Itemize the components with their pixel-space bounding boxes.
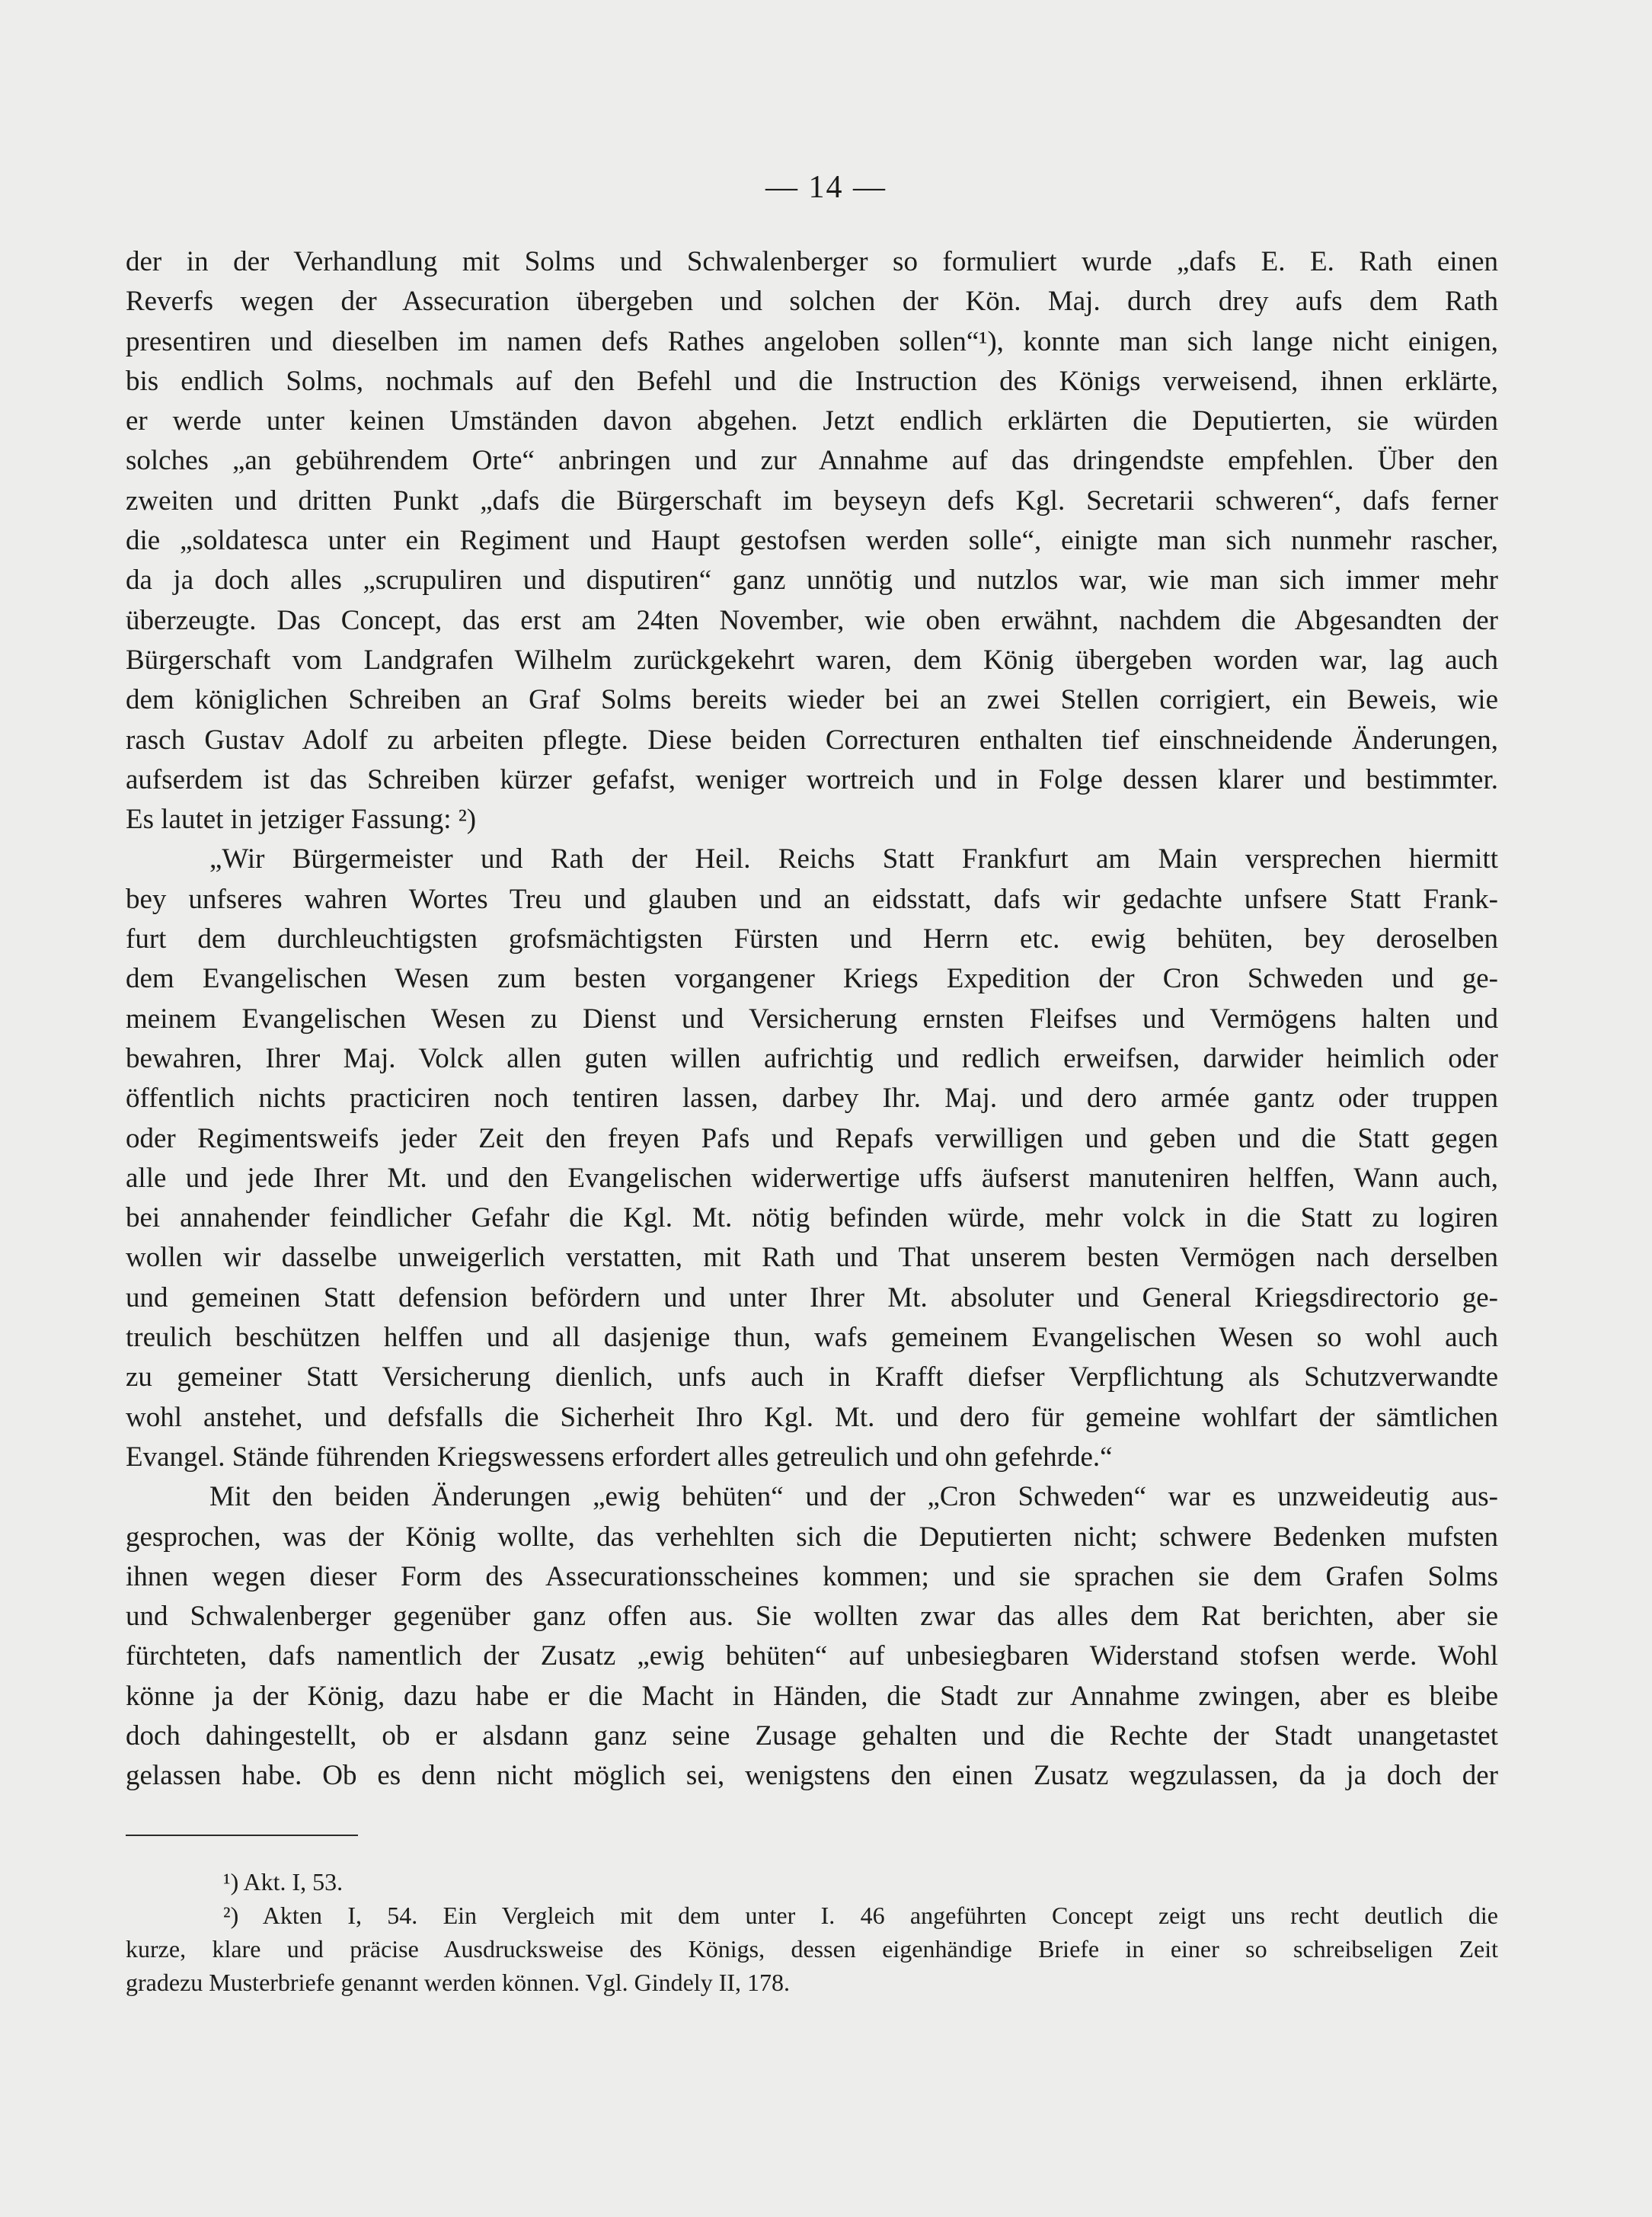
- text-line: wollen wir dasselbe unweigerlich verstatten, mit Rath und That unserem besten Vermögen nach derselben: [126, 1242, 1498, 1274]
- text-line: dem Evangelischen Wesen zum besten vorgangener Kriegs Expedition der Cron Schweden und ge-: [126, 963, 1498, 995]
- text-line: und gemeinen Statt defension befördern und unter Ihrer Mt. absoluter und General Kriegsdirectorio ge-: [126, 1281, 1498, 1313]
- footnote-line: ²) Akten I, 54. Ein Vergleich mit dem unter I. 46 angeführten Concept zeigt uns recht deutlich die: [223, 1902, 1498, 1929]
- text-line: furt dem durchleuchtigsten grofsmächtigsten Fürsten und Herrn etc. ewig behüten, bey deroselben: [126, 923, 1498, 955]
- text-line: gesprochen, was der König wollte, das verhehlten sich die Deputierten nicht; schwere Bedenken mufsten: [126, 1521, 1498, 1553]
- text-line: bis endlich Solms, nochmals auf den Befehl und die Instruction des Königs verweisend, ihnen erklärte,: [126, 365, 1498, 397]
- text-line: „Wir Bürgermeister und Rath der Heil. Reichs Statt Frankfurt am Main versprechen hiermitt: [209, 843, 1498, 875]
- text-line: Bürgerschaft vom Landgrafen Wilhelm zurückgekehrt waren, dem König übergeben worden war, lag auch: [126, 644, 1498, 676]
- text-line: doch dahingestellt, ob er alsdann ganz seine Zusage gehalten und die Rechte der Stadt unangetastet: [126, 1720, 1498, 1752]
- text-line: meinem Evangelischen Wesen zu Dienst und Versicherung ernsten Fleifses und Vermögens halten und: [126, 1003, 1498, 1035]
- text-line: öffentlich nichts practiciren noch tentiren lassen, darbey Ihr. Maj. und dero armée gantz oder truppen: [126, 1083, 1498, 1115]
- text-line: fürchteten, dafs namentlich der Zusatz „ewig behüten“ auf unbesiegbaren Widerstand stofsen werde. Wohl: [126, 1640, 1498, 1672]
- text-line: solches „an gebührendem Orte“ anbringen und zur Annahme auf das dringendste empfehlen. Über den: [126, 445, 1498, 477]
- text-line: rasch Gustav Adolf zu arbeiten pflegte. Diese beiden Correcturen enthalten tief einschneidende Änderungen,: [126, 724, 1498, 756]
- footnote-line: gradezu Musterbriefe genannt werden können. Vgl. Gindely II, 178.: [126, 1969, 791, 1996]
- text-line: Evangel. Stände führenden Kriegswessens erfordert alles getreulich und ohn gefehrde.“: [126, 1441, 1113, 1473]
- page-number: — 14 —: [765, 170, 887, 205]
- text-line: bey unfseres wahren Wortes Treu und glauben und an eidsstatt, dafs wir gedachte unfsere Statt Frank-: [126, 883, 1498, 915]
- footnotes: [126, 1865, 1498, 1999]
- text-line: oder Regimentsweifs jeder Zeit den freyen Pafs und Repafs verwilligen und geben und die Statt gegen: [126, 1122, 1498, 1154]
- text-line: Es lautet in jetziger Fassung: ²): [126, 804, 477, 836]
- text-line: bei annahender feindlicher Gefahr die Kgl. Mt. nötig befinden würde, mehr volck in die Statt zu logiren: [126, 1202, 1498, 1234]
- text-line: überzeugte. Das Concept, das erst am 24ten November, wie oben erwähnt, nachdem die Abgesandten der: [126, 604, 1498, 636]
- text-line: Mit den beiden Änderungen „ewig behüten“ und der „Cron Schweden“ war es unzweideutig aus-: [209, 1481, 1498, 1513]
- text-line: zweiten und dritten Punkt „dafs die Bürgerschaft im beyseyn defs Kgl. Secretarii schweren“, dafs ferner: [126, 485, 1498, 517]
- text-line: die „soldatesca unter ein Regiment und Haupt gestofsen werden solle“, einigte man sich nunmehr rascher,: [126, 525, 1498, 557]
- text-line: der in der Verhandlung mit Solms und Schwalenberger so formuliert wurde „dafs E. E. Rath einen: [126, 246, 1498, 277]
- text-line: treulich beschützen helffen und all dasjenige thun, wafs gemeinem Evangelischen Wesen so wohl auch: [126, 1322, 1498, 1354]
- text-line: er werde unter keinen Umständen davon abgehen. Jetzt endlich erklärten die Deputierten, sie würden: [126, 405, 1498, 437]
- body-text: [126, 242, 1498, 1796]
- text-line: ihnen wegen dieser Form des Assecurationsscheines kommen; und sie sprachen sie dem Grafen Solms: [126, 1560, 1498, 1592]
- text-line: alle und jede Ihrer Mt. und den Evangelischen widerwertige uffs äufserst manuteniren helffen, Wann auch,: [126, 1162, 1498, 1194]
- footnote-line: kurze, klare und präcise Ausdrucksweise des Königs, dessen eigenhändige Briefe in einer so schreibseligen Zeit: [126, 1935, 1498, 1963]
- footnote-separator: [126, 1835, 358, 1836]
- text-line: dem königlichen Schreiben an Graf Solms bereits wieder bei an zwei Stellen corrigiert, ein Beweis, wie: [126, 684, 1498, 716]
- footnote-line: ¹) Akt. I, 53.: [223, 1868, 344, 1895]
- text-line: bewahren, Ihrer Maj. Volck allen guten willen aufrichtig und redlich erweifsen, darwider heimlich oder: [126, 1042, 1498, 1074]
- text-line: gelassen habe. Ob es denn nicht möglich sei, wenigstens den einen Zusatz wegzulassen, da ja doch der: [126, 1760, 1498, 1792]
- text-line: wohl anstehet, und defsfalls die Sicherheit Ihro Kgl. Mt. und dero für gemeine wohlfart der sämtlichen: [126, 1401, 1498, 1433]
- text-line: zu gemeiner Statt Versicherung dienlich, unfs auch in Krafft diefser Verpflichtung als Schutzverwandte: [126, 1361, 1498, 1393]
- text-line: presentiren und dieselben im namen defs Rathes angeloben sollen“¹), konnte man sich lange nicht einigen,: [126, 325, 1498, 357]
- text-line: und Schwalenberger gegenüber ganz offen aus. Sie wollten zwar das alles dem Rat berichten, aber sie: [126, 1601, 1498, 1633]
- text-line: Reverfs wegen der Assecuration übergeben und solchen der Kön. Maj. durch drey aufs dem Rath: [126, 286, 1498, 318]
- text-line: könne ja der König, dazu habe er die Macht in Händen, die Stadt zur Annahme zwingen, aber es bleibe: [126, 1680, 1498, 1712]
- text-line: aufserdem ist das Schreiben kürzer gefafst, weniger wortreich und in Folge dessen klarer und bestimmter.: [126, 763, 1498, 795]
- text-line: da ja doch alles „scrupuliren und disputiren“ ganz unnötig und nutzlos war, wie man sich immer mehr: [126, 565, 1498, 597]
